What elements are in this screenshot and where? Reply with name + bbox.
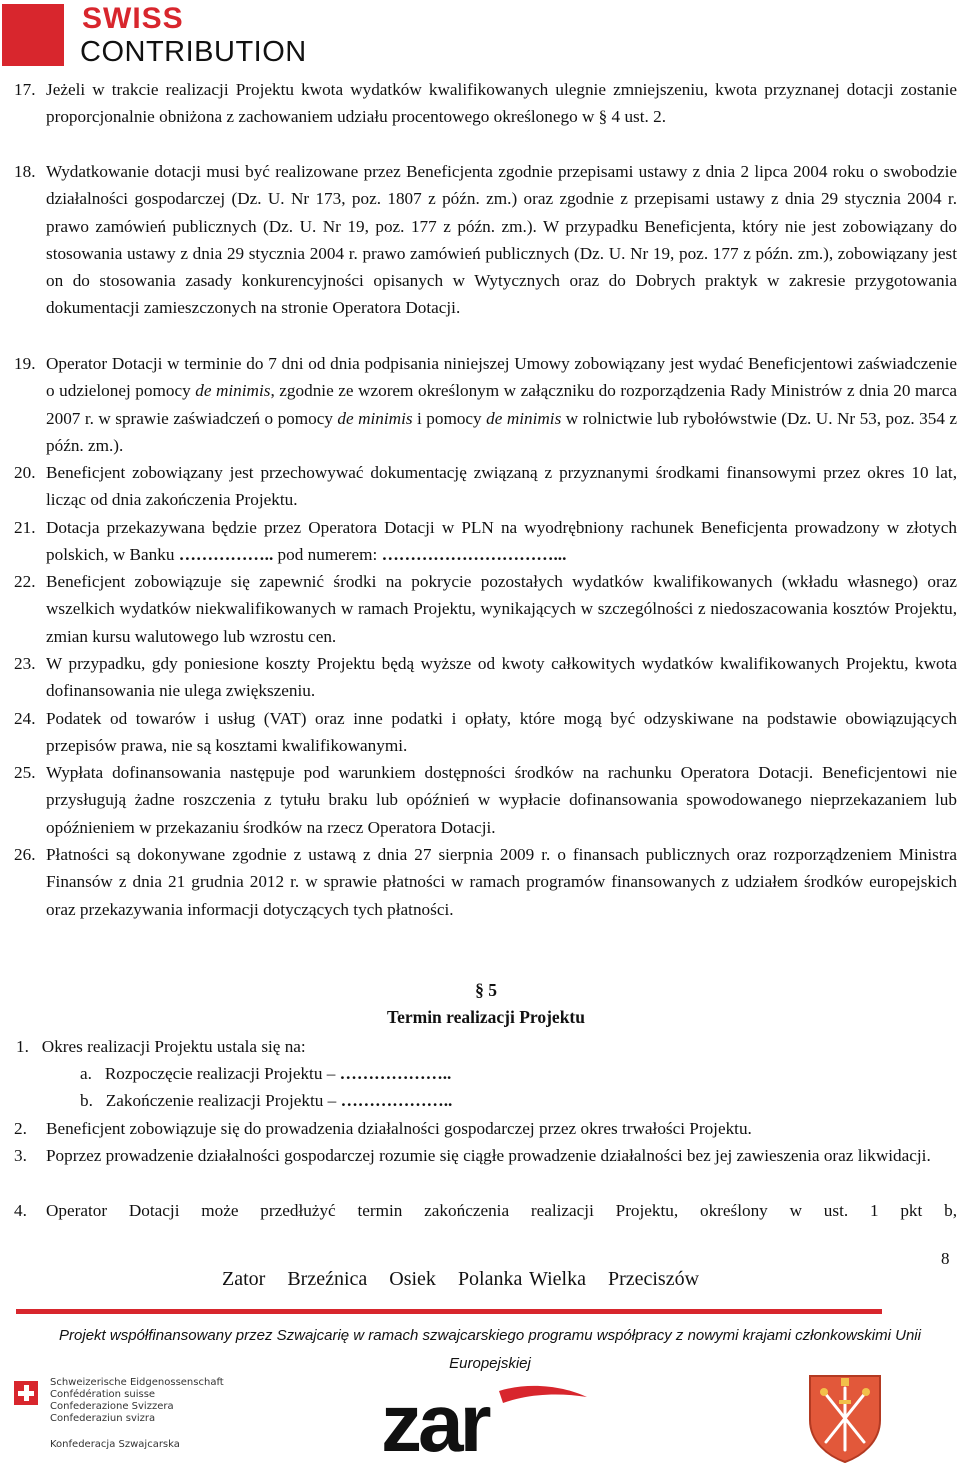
- bank-blank: ……………..: [178, 545, 274, 565]
- paragraph-number: 20.: [14, 463, 36, 482]
- paragraph-26: [14, 841, 957, 923]
- list-subitem-b: b. Zakończenie realizacji Projektu – ………………..: [80, 1091, 453, 1110]
- section-mark: § 5: [475, 980, 497, 1000]
- paragraph-text: Wypłata dofinansowania następuje pod warunkiem dostępności środków na rachunku Operatora Dotacji. Beneficjentowi nie przysługują żadne roszczenia z tytułu braku lub opóźnień w wypłacie dofinansowania spowodowanego nieprzekazaniem lub opóźnieniem w przekazaniu środków na rzecz Operatora Dotacji.: [46, 763, 957, 837]
- paragraph-text: Podatek od towarów i usług (VAT) oraz inne podatki i opłaty, które mogą być odzyskiwane na podstawie obowiązujących przepisów prawa, nie są kosztami kwalifikowanymi.: [46, 709, 957, 756]
- paragraph-text: Jeżeli w trakcie realizacji Projektu kwota wydatków kwalifikowanych ulegnie zmniejszeniu, kwota przyznanej dotacji zostanie proporcjonalnie obniżona z zachowaniem udziału procentowego określonego w § 4 ust. 2.: [46, 80, 957, 127]
- paragraph-text: Operator Dotacji w terminie do 7 dni od dnia podpisania niniejszej Umowy zobowiązany jest wydać Beneficjentowi zaświadczenie o udzielonej pomocy de minimis, zgodnie ze wzorem określonym w załączniku do rozporządzenia Rady Ministrów z dnia 20 marca 2007 r. w sprawie zaświadczeń o pomocy de minimis i pomocy de minimis w rolnictwie lub rybołówstwie (Dz. U. Nr 53, poz. 354 z późn. zm.).: [46, 354, 958, 455]
- logo-contribution-text: CONTRIBUTION: [80, 36, 307, 68]
- paragraph-text: Płatności są dokonywane zgodnie z ustawą z dnia 27 sierpnia 2009 r. o finansach publicznych oraz rozporządzeniem Ministra Finansów z dnia 21 grudnia 2012 r. w sprawie płatności w ramach programów finansowanych z udziałem środków europejskich oraz przekazywania informacji dotyczących tych płatności.: [46, 845, 957, 919]
- town-name: Osiek: [389, 1268, 436, 1290]
- paragraph-18: [14, 158, 957, 322]
- section-title: Termin realizacji Projektu: [387, 1007, 585, 1027]
- towns-row: [222, 1268, 721, 1291]
- paragraph-number: 23.: [14, 654, 36, 673]
- paragraph-25: [14, 759, 957, 841]
- paragraph-text: Beneficjent zobowiązany jest przechowywać dokumentację związaną z przyznanymi środkami finansowymi przez okres 10 lat, licząc od dnia zakończenia Projektu.: [46, 463, 957, 510]
- paragraph-text: W przypadku, gdy poniesione koszty Projektu będą wyższe od kwoty całkowitych wydatków kwalifikowanych Projektu, kwota dofinansowania nie ulega zwiększeniu.: [46, 654, 957, 701]
- logo-swiss-text: SWISS: [82, 2, 184, 35]
- paragraph-number: 26.: [14, 845, 36, 864]
- paragraph-19: [14, 350, 957, 459]
- swiss-contribution-logo: [0, 0, 330, 70]
- paragraph-number: 19.: [14, 354, 36, 373]
- list-item-4: 4. Operator Dotacji może przedłużyć termin zakończenia realizacji Projektu, określony w ust. 1 pkt b,: [14, 1201, 957, 1220]
- paragraph-text: Beneficjent zobowiązuje się zapewnić środki na pokrycie pozostałych wydatków kwalifikowanych (wkładu własnego) oraz wszelkich wydatków niekwalifikowanych w ramach Projektu, wynikających w szczególności z niedoszacowania kosztów Projektu, zmian kursu walutowego lub wzrostu cen.: [46, 572, 957, 646]
- paragraph-number: 22.: [14, 572, 36, 591]
- paragraph-number: 18.: [14, 162, 36, 181]
- start-date-blank: ………………..: [339, 1064, 452, 1083]
- paragraph-number: 17.: [14, 80, 36, 99]
- svg-text:zar: zar: [381, 1383, 488, 1458]
- logo-red-square: [2, 4, 64, 66]
- paragraph-20: [14, 459, 957, 514]
- footer-text: Projekt współfinansowany przez Szwajcarię w ramach szwajcarskiego programu współpracy z nowymi krajami członkowskimi Unii Europejskiej: [59, 1327, 921, 1372]
- town-name: Zator: [222, 1268, 266, 1290]
- page-number: 8: [941, 1249, 950, 1268]
- paragraph-text: Dotacja przekazywana będzie przez Operatora Dotacji w PLN na wyodrębniony rachunek Beneficjenta prowadzony w złotych polskich, w Banku …………….. pod numerem: …………………………...: [46, 518, 957, 565]
- paragraph-23: [14, 650, 957, 705]
- list-subitem-a: a. Rozpoczęcie realizacji Projektu – ………………..: [80, 1064, 452, 1083]
- coat-of-arms-icon: [806, 1372, 884, 1464]
- town-name: Brzeźnica: [287, 1268, 368, 1290]
- paragraph-text: Wydatkowanie dotacji musi być realizowane przez Beneficjenta zgodnie przepisami ustawy z dnia 2 lipca 2004 roku o swobodzie działalności gospodarczej (Dz. U. Nr 173, poz. 1807 z późn. zm.) oraz zgodnie z przepisami ustawy z dnia 29 stycznia 2004 r. prawo zamówień publicznych (Dz. U. Nr 19, poz. 177 z późn. zm.). W przypadku Beneficjenta, który nie jest zobowiązany do stosowania ustawy z dnia 29 stycznia 2004 r. prawo zamówień publicznych (Dz. U. Nr 19, poz. 177 z późn. zm.), zobowiązany jest on do stosowania zasady konkurencyjności opisanych w Wytycznych oraz do Dobrych praktyk w zakresie przygotowania dokumentacji zamieszczonych na stronie Operatora Dotacji.: [46, 162, 957, 318]
- list-item-1: 1. Okres realizacji Projektu ustala się na:: [16, 1037, 306, 1056]
- list-item-3: 3. Poprzez prowadzenie działalności gospodarczej rozumie się ciągłe prowadzenie działalności bez jej zawieszenia oraz likwidacji.: [14, 1146, 931, 1165]
- paragraph-number: 24.: [14, 709, 36, 728]
- paragraph-24: [14, 705, 957, 760]
- end-date-blank: ………………..: [340, 1091, 453, 1110]
- paragraph-21: [14, 514, 957, 569]
- zar-logo: [381, 1383, 593, 1458]
- swiss-flag-icon: [14, 1381, 38, 1405]
- paragraph-17: [14, 76, 957, 131]
- paragraph-number: 25.: [14, 763, 36, 782]
- town-name: Przeciszów: [607, 1268, 700, 1290]
- paragraph-number: 21.: [14, 518, 36, 537]
- paragraph-22: [14, 568, 957, 650]
- footer-divider: [16, 1309, 882, 1314]
- account-number-blank: …………………………...: [381, 545, 567, 565]
- list-item-2: 2. Beneficjent zobowiązuje się do prowadzenia działalności gospodarczej przez okres trwałości Projektu.: [14, 1119, 752, 1138]
- town-name: Polanka Wielka: [457, 1268, 586, 1290]
